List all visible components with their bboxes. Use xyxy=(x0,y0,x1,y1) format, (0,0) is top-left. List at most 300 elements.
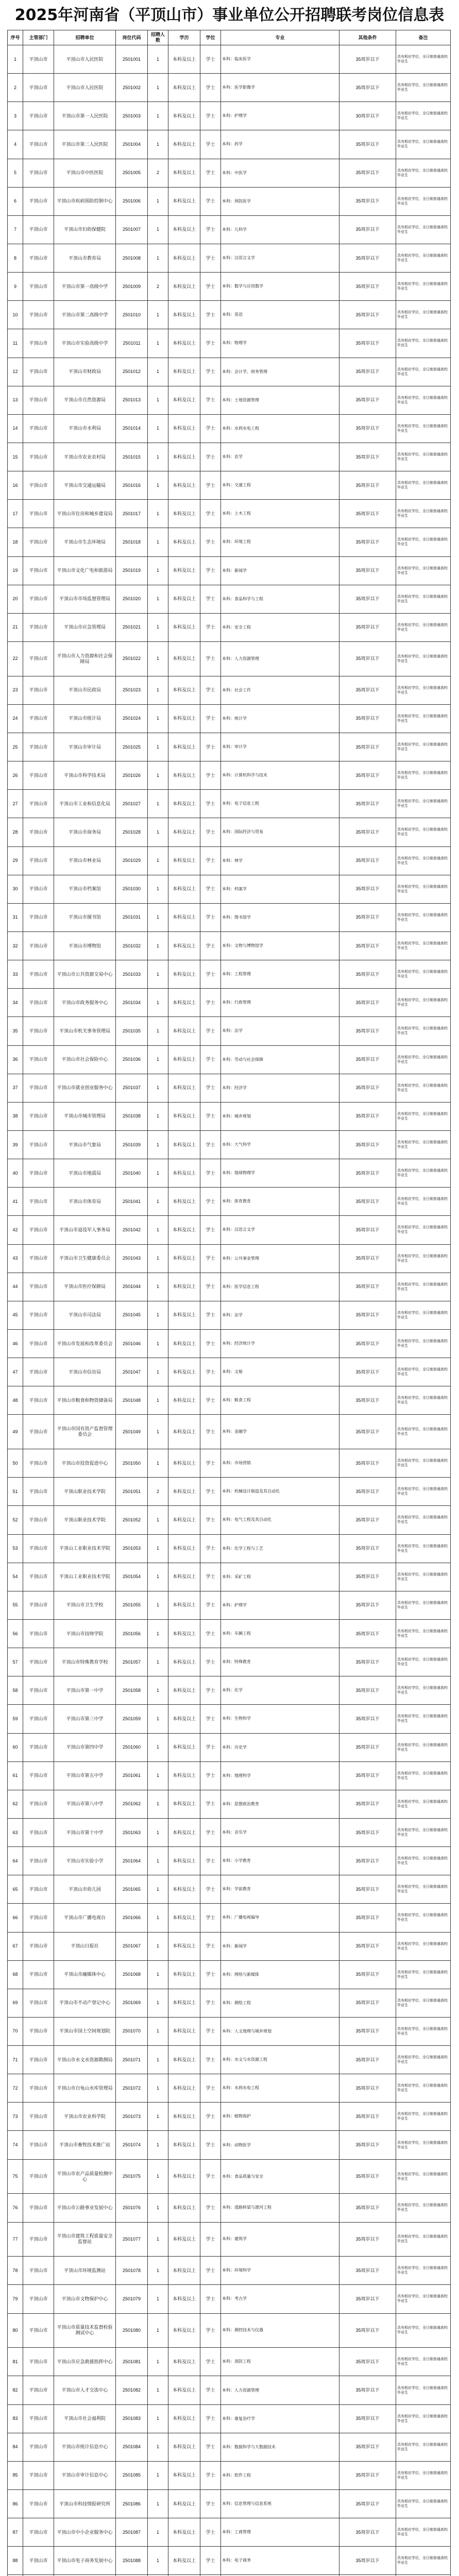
row-code: 2501078 xyxy=(116,2257,148,2285)
row-education: 本科及以上 xyxy=(168,2461,200,2489)
major-prefix: 本科： xyxy=(222,1517,234,1522)
row-unit: 平顶山市白龟山水库管理局 xyxy=(54,2074,116,2103)
major-prefix: 本科： xyxy=(222,1915,234,1920)
table-row xyxy=(8,2404,451,2433)
row-code: 2501082 xyxy=(116,2376,148,2404)
row-degree: 学士 xyxy=(200,329,221,358)
row-education: 本科及以上 xyxy=(168,1506,200,1534)
major-prefix: 本科： xyxy=(222,1398,234,1403)
row-condition: 35周岁以下 xyxy=(339,613,396,641)
major-value: 林学 xyxy=(234,858,243,863)
row-code: 2501037 xyxy=(116,1074,148,1102)
major-prefix: 本科： xyxy=(222,1028,234,1033)
row-condition: 35周岁以下 xyxy=(339,1875,396,1904)
row-major xyxy=(221,1386,339,1415)
major-value: 文物与博物馆学 xyxy=(234,943,263,948)
major-prefix: 本科： xyxy=(222,914,234,920)
row-note: 具有相应学位，全日制普通高校毕业生 xyxy=(396,1989,451,2017)
row-unit: 平顶山市气象局 xyxy=(54,1130,116,1159)
row-degree: 学士 xyxy=(200,2194,221,2222)
row-education: 本科及以上 xyxy=(168,1960,200,1989)
row-count: 1 xyxy=(148,1904,168,1932)
row-major xyxy=(221,2404,339,2433)
major-value: 行政管理 xyxy=(234,1000,251,1005)
row-authority: 平顶山市 xyxy=(23,1904,54,1932)
row-code: 2501066 xyxy=(116,1904,148,1932)
row-major xyxy=(221,733,339,761)
row-code: 2501003 xyxy=(116,102,148,130)
table-row xyxy=(8,1847,451,1875)
row-number: 69 xyxy=(8,1989,23,2017)
row-major xyxy=(221,1705,339,1733)
row-authority: 平顶山市 xyxy=(23,2348,54,2376)
row-code: 2501075 xyxy=(116,2159,148,2194)
row-degree: 学士 xyxy=(200,1130,221,1159)
row-degree: 学士 xyxy=(200,2376,221,2404)
row-number: 13 xyxy=(8,386,23,414)
major-value: 农学 xyxy=(234,454,243,460)
row-unit: 平顶山市医疗保障局 xyxy=(54,1273,116,1301)
row-count: 1 xyxy=(148,1733,168,1761)
row-count: 1 xyxy=(148,790,168,818)
row-code: 2501088 xyxy=(116,2547,148,2575)
row-major xyxy=(221,528,339,556)
row-major xyxy=(221,1676,339,1705)
row-education: 本科及以上 xyxy=(168,613,200,641)
row-count: 1 xyxy=(148,2257,168,2285)
major-prefix: 本科： xyxy=(222,1773,234,1778)
row-condition: 35周岁以下 xyxy=(339,989,396,1017)
row-degree: 学士 xyxy=(200,386,221,414)
row-condition: 35周岁以下 xyxy=(339,1074,396,1102)
row-number: 17 xyxy=(8,500,23,528)
row-condition: 35周岁以下 xyxy=(339,273,396,301)
major-value: 化学工程与工艺 xyxy=(234,1546,263,1551)
row-unit: 平顶山市退役军人事务局 xyxy=(54,1216,116,1244)
row-authority: 平顶山市 xyxy=(23,1989,54,2017)
major-value: 电气工程及其自动化 xyxy=(234,1517,271,1522)
row-count: 1 xyxy=(148,613,168,641)
row-unit: 平顶山市体育局 xyxy=(54,1188,116,1216)
row-code: 2501033 xyxy=(116,960,148,989)
row-condition: 35周岁以下 xyxy=(339,2461,396,2489)
row-count: 1 xyxy=(148,1705,168,1733)
row-number: 19 xyxy=(8,556,23,585)
major-value: 英语 xyxy=(234,312,243,317)
row-count: 1 xyxy=(148,130,168,159)
row-education: 本科及以上 xyxy=(168,1875,200,1904)
row-degree: 学士 xyxy=(200,585,221,613)
row-unit: 平顶山市电子商务发展中心 xyxy=(54,2547,116,2575)
row-authority: 平顶山市 xyxy=(23,1534,54,1563)
row-unit: 平顶山市政务服务中心 xyxy=(54,989,116,1017)
row-degree: 学士 xyxy=(200,1301,221,1329)
row-degree: 学士 xyxy=(200,74,221,102)
major-prefix: 本科： xyxy=(222,568,234,573)
row-authority: 平顶山市 xyxy=(23,846,54,875)
row-number: 61 xyxy=(8,1761,23,1790)
row-major xyxy=(221,846,339,875)
row-degree: 学士 xyxy=(200,733,221,761)
major-value: 汉语言文学 xyxy=(234,256,255,261)
row-major xyxy=(221,556,339,585)
row-note: 具有相应学位，全日制普通高校毕业生 xyxy=(396,187,451,215)
row-unit: 平顶山市科学技术局 xyxy=(54,761,116,790)
row-unit: 平顶山市商务局 xyxy=(54,818,116,846)
row-major xyxy=(221,1790,339,1818)
row-education: 本科及以上 xyxy=(168,989,200,1017)
major-value: 音乐学 xyxy=(234,1830,247,1835)
row-number: 71 xyxy=(8,2046,23,2074)
row-condition: 35周岁以下 xyxy=(339,1045,396,1074)
table-row xyxy=(8,1329,451,1358)
table-row xyxy=(8,1818,451,1846)
row-note: 具有相应学位，全日制普通高校毕业生 xyxy=(396,1017,451,1045)
row-note: 具有相应学位，全日制普通高校毕业生 xyxy=(396,2376,451,2404)
row-condition: 35周岁以下 xyxy=(339,2131,396,2159)
table-row xyxy=(8,2017,451,2045)
table-row xyxy=(8,2222,451,2257)
row-degree: 学士 xyxy=(200,1619,221,1648)
row-degree: 学士 xyxy=(200,1159,221,1188)
row-condition: 35周岁以下 xyxy=(339,1733,396,1761)
row-note: 具有相应学位，全日制普通高校毕业生 xyxy=(396,1273,451,1301)
table-row xyxy=(8,1591,451,1619)
row-number: 33 xyxy=(8,960,23,989)
row-major xyxy=(221,1216,339,1244)
row-education: 本科及以上 xyxy=(168,2103,200,2131)
row-unit: 平顶山市第四中学 xyxy=(54,1733,116,1761)
row-degree: 学士 xyxy=(200,159,221,187)
row-degree: 学士 xyxy=(200,528,221,556)
row-code: 2501058 xyxy=(116,1676,148,1705)
row-count: 1 xyxy=(148,329,168,358)
row-degree: 学士 xyxy=(200,989,221,1017)
row-major xyxy=(221,1244,339,1273)
row-degree: 学士 xyxy=(200,1074,221,1102)
row-count: 1 xyxy=(148,215,168,244)
table-row xyxy=(8,1045,451,1074)
row-condition: 35周岁以下 xyxy=(339,1415,396,1449)
major-value: 植物保护 xyxy=(234,2114,251,2119)
row-note: 具有相应学位，全日制普通高校毕业生 xyxy=(396,790,451,818)
major-value: 法学 xyxy=(234,1028,243,1033)
row-condition: 35周岁以下 xyxy=(339,1960,396,1989)
row-unit: 平顶山市农业农村局 xyxy=(54,443,116,471)
major-value: 经济统计学 xyxy=(234,1341,255,1346)
row-count: 1 xyxy=(148,676,168,704)
row-education: 本科及以上 xyxy=(168,2159,200,2194)
table-row xyxy=(8,301,451,329)
row-degree: 学士 xyxy=(200,1386,221,1415)
row-degree: 学士 xyxy=(200,187,221,215)
row-education: 本科及以上 xyxy=(168,960,200,989)
major-prefix: 本科： xyxy=(222,85,234,90)
row-count: 1 xyxy=(148,1534,168,1563)
row-degree: 学士 xyxy=(200,846,221,875)
row-authority: 平顶山市 xyxy=(23,761,54,790)
major-prefix: 本科： xyxy=(222,2236,234,2242)
row-major xyxy=(221,1619,339,1648)
row-note: 具有相应学位，全日制普通高校毕业生 xyxy=(396,1216,451,1244)
row-count: 1 xyxy=(148,1591,168,1619)
row-authority: 平顶山市 xyxy=(23,1790,54,1818)
column-header: 专业 xyxy=(221,30,339,45)
row-unit: 平顶山市建筑工程质量安全监督站 xyxy=(54,2222,116,2257)
row-code: 2501022 xyxy=(116,641,148,676)
row-major xyxy=(221,585,339,613)
row-number: 84 xyxy=(8,2433,23,2461)
row-number: 45 xyxy=(8,1301,23,1329)
row-number: 38 xyxy=(8,1102,23,1130)
row-number: 10 xyxy=(8,301,23,329)
row-count: 1 xyxy=(148,2376,168,2404)
row-number: 16 xyxy=(8,471,23,500)
row-condition: 35周岁以下 xyxy=(339,1904,396,1932)
row-authority: 平顶山市 xyxy=(23,329,54,358)
row-condition: 35周岁以下 xyxy=(339,790,396,818)
major-prefix: 本科： xyxy=(222,341,234,346)
column-header: 学位 xyxy=(200,30,221,45)
major-value: 数据科学与大数据技术 xyxy=(234,2444,276,2449)
table-row xyxy=(8,1386,451,1415)
row-unit: 平顶山市地震局 xyxy=(54,1159,116,1188)
row-count: 1 xyxy=(148,1216,168,1244)
row-unit: 平顶山市生态环境局 xyxy=(54,528,116,556)
major-value: 护理学 xyxy=(234,1602,247,1607)
table-row xyxy=(8,2103,451,2131)
table-row xyxy=(8,2376,451,2404)
table-row xyxy=(8,1301,451,1329)
major-prefix: 本科： xyxy=(222,829,234,835)
row-unit: 平顶山市财政局 xyxy=(54,358,116,386)
row-condition: 35周岁以下 xyxy=(339,2404,396,2433)
row-unit: 平顶山市卫生学校 xyxy=(54,1591,116,1619)
row-count: 1 xyxy=(148,818,168,846)
row-note: 具有相应学位，全日制普通高校毕业生 xyxy=(396,1534,451,1563)
major-prefix: 本科： xyxy=(222,454,234,460)
row-condition: 35周岁以下 xyxy=(339,1761,396,1790)
row-authority: 平顶山市 xyxy=(23,2159,54,2194)
major-value: 土地资源管理 xyxy=(234,397,259,402)
row-authority: 平顶山市 xyxy=(23,613,54,641)
row-education: 本科及以上 xyxy=(168,1017,200,1045)
row-education: 本科及以上 xyxy=(168,187,200,215)
row-education: 本科及以上 xyxy=(168,2285,200,2313)
row-degree: 学士 xyxy=(200,1506,221,1534)
row-condition: 35周岁以下 xyxy=(339,2017,396,2045)
row-number: 87 xyxy=(8,2518,23,2547)
row-note: 具有相应学位，全日制普通高校毕业生 xyxy=(396,2433,451,2461)
row-authority: 平顶山市 xyxy=(23,1244,54,1273)
row-code: 2501077 xyxy=(116,2222,148,2257)
row-count: 1 xyxy=(148,2159,168,2194)
major-value: 粮食工程 xyxy=(234,1398,251,1403)
row-unit: 平顶山市国有资产监督管理委员会 xyxy=(54,1415,116,1449)
row-count: 1 xyxy=(148,2074,168,2103)
table-row xyxy=(8,1705,451,1733)
row-code: 2501085 xyxy=(116,2461,148,2489)
row-degree: 学士 xyxy=(200,2461,221,2489)
row-note: 具有相应学位，全日制普通高校毕业生 xyxy=(396,2046,451,2074)
row-major xyxy=(221,1534,339,1563)
row-code: 2501045 xyxy=(116,1301,148,1329)
row-count: 1 xyxy=(148,761,168,790)
row-authority: 平顶山市 xyxy=(23,790,54,818)
row-note: 具有相应学位，全日制普通高校毕业生 xyxy=(396,301,451,329)
row-authority: 平顶山市 xyxy=(23,500,54,528)
row-education: 本科及以上 xyxy=(168,818,200,846)
major-value: 法学 xyxy=(234,1312,243,1317)
table-row xyxy=(8,1017,451,1045)
row-authority: 平顶山市 xyxy=(23,2103,54,2131)
row-count: 1 xyxy=(148,846,168,875)
row-major xyxy=(221,613,339,641)
row-degree: 学士 xyxy=(200,2404,221,2433)
row-number: 29 xyxy=(8,846,23,875)
row-unit: 平顶山市司法局 xyxy=(54,1301,116,1329)
row-code: 2501054 xyxy=(116,1563,148,1591)
major-prefix: 本科： xyxy=(222,397,234,402)
row-code: 2501061 xyxy=(116,1761,148,1790)
row-number: 52 xyxy=(8,1506,23,1534)
row-authority: 平顶山市 xyxy=(23,1329,54,1358)
row-major xyxy=(221,414,339,443)
row-unit: 平顶山市国土空间规划院 xyxy=(54,2017,116,2045)
row-code: 2501074 xyxy=(116,2131,148,2159)
table-row xyxy=(8,1273,451,1301)
row-condition: 35周岁以下 xyxy=(339,187,396,215)
table-row xyxy=(8,1563,451,1591)
row-authority: 平顶山市 xyxy=(23,676,54,704)
row-authority: 平顶山市 xyxy=(23,2194,54,2222)
row-unit: 平顶山市广播电视台 xyxy=(54,1904,116,1932)
row-note: 具有相应学位，全日制普通高校毕业生 xyxy=(396,215,451,244)
row-number: 60 xyxy=(8,1733,23,1761)
row-unit: 平顶山工业职业技术学院 xyxy=(54,1563,116,1591)
row-number: 68 xyxy=(8,1960,23,1989)
major-prefix: 本科： xyxy=(222,1113,234,1118)
row-count: 1 xyxy=(148,1619,168,1648)
row-unit: 平顶山市幼儿园 xyxy=(54,1875,116,1904)
row-degree: 学士 xyxy=(200,931,221,960)
major-prefix: 本科： xyxy=(222,2142,234,2147)
row-major xyxy=(221,1017,339,1045)
row-authority: 平顶山市 xyxy=(23,2017,54,2045)
row-degree: 学士 xyxy=(200,1358,221,1386)
table-row xyxy=(8,102,451,130)
row-education: 本科及以上 xyxy=(168,74,200,102)
row-education: 本科及以上 xyxy=(168,2017,200,2045)
table-row xyxy=(8,903,451,931)
row-count: 1 xyxy=(148,585,168,613)
row-education: 本科及以上 xyxy=(168,2547,200,2575)
row-number: 36 xyxy=(8,1045,23,1074)
row-education: 本科及以上 xyxy=(168,790,200,818)
row-number: 73 xyxy=(8,2103,23,2131)
row-unit: 平顶山市市场监督管理局 xyxy=(54,585,116,613)
row-number: 26 xyxy=(8,761,23,790)
row-code: 2501055 xyxy=(116,1591,148,1619)
row-degree: 学士 xyxy=(200,1847,221,1875)
row-note: 具有相应学位，全日制普通高校毕业生 xyxy=(396,875,451,903)
row-major xyxy=(221,130,339,159)
table-row xyxy=(8,1216,451,1244)
row-education: 本科及以上 xyxy=(168,1130,200,1159)
table-row xyxy=(8,1159,451,1188)
row-unit: 平顶山市统计信息中心 xyxy=(54,2433,116,2461)
major-value: 医学影像学 xyxy=(234,85,255,90)
row-major xyxy=(221,1045,339,1074)
major-prefix: 本科： xyxy=(222,656,234,661)
row-major xyxy=(221,1415,339,1449)
row-education: 本科及以上 xyxy=(168,846,200,875)
row-unit: 平顶山市第二高级中学 xyxy=(54,301,116,329)
table-row xyxy=(8,2285,451,2313)
row-count: 1 xyxy=(148,414,168,443)
column-header: 主管部门 xyxy=(23,30,54,45)
row-condition: 35周岁以下 xyxy=(339,761,396,790)
row-count: 1 xyxy=(148,1130,168,1159)
row-education: 本科及以上 xyxy=(168,2046,200,2074)
row-major xyxy=(221,159,339,187)
row-authority: 平顶山市 xyxy=(23,1648,54,1676)
row-unit: 平顶山市发展和改革委员会 xyxy=(54,1329,116,1358)
row-code: 2501042 xyxy=(116,1216,148,1244)
row-code: 2501021 xyxy=(116,613,148,641)
row-authority: 平顶山市 xyxy=(23,1478,54,1506)
row-authority: 平顶山市 xyxy=(23,960,54,989)
row-condition: 35周岁以下 xyxy=(339,358,396,386)
major-prefix: 本科： xyxy=(222,2472,234,2478)
row-authority: 平顶山市 xyxy=(23,989,54,1017)
row-unit: 平顶山市第八中学 xyxy=(54,1790,116,1818)
row-note: 具有相应学位，全日制普通高校毕业生 xyxy=(396,761,451,790)
row-condition: 35周岁以下 xyxy=(339,1534,396,1563)
row-degree: 学士 xyxy=(200,2313,221,2348)
row-education: 本科及以上 xyxy=(168,2404,200,2433)
major-prefix: 本科： xyxy=(222,142,234,147)
row-count: 1 xyxy=(148,2222,168,2257)
row-education: 本科及以上 xyxy=(168,1676,200,1705)
row-code: 2501017 xyxy=(116,500,148,528)
row-education: 本科及以上 xyxy=(168,2074,200,2103)
major-value: 物理学 xyxy=(234,341,247,346)
row-authority: 平顶山市 xyxy=(23,414,54,443)
row-note: 具有相应学位，全日制普通高校毕业生 xyxy=(396,1960,451,1989)
row-code: 2501015 xyxy=(116,443,148,471)
row-degree: 学士 xyxy=(200,875,221,903)
row-degree: 学士 xyxy=(200,2046,221,2074)
table-row xyxy=(8,704,451,733)
row-note: 具有相应学位，全日制普通高校毕业生 xyxy=(396,1415,451,1449)
row-major xyxy=(221,1847,339,1875)
row-authority: 平顶山市 xyxy=(23,2046,54,2074)
row-code: 2501050 xyxy=(116,1449,148,1478)
row-unit: 平顶山市应急救援指挥中心 xyxy=(54,2348,116,2376)
row-condition: 35周岁以下 xyxy=(339,875,396,903)
row-note: 具有相应学位，全日制普通高校毕业生 xyxy=(396,2313,451,2348)
row-note: 具有相应学位，全日制普通高校毕业生 xyxy=(396,2131,451,2159)
row-authority: 平顶山市 xyxy=(23,733,54,761)
row-condition: 35周岁以下 xyxy=(339,1130,396,1159)
row-note: 具有相应学位，全日制普通高校毕业生 xyxy=(396,1188,451,1216)
row-unit: 平顶山工业职业技术学院 xyxy=(54,1534,116,1563)
major-value: 历史学 xyxy=(234,1744,247,1750)
row-count: 1 xyxy=(148,1273,168,1301)
row-number: 67 xyxy=(8,1932,23,1960)
row-major xyxy=(221,903,339,931)
